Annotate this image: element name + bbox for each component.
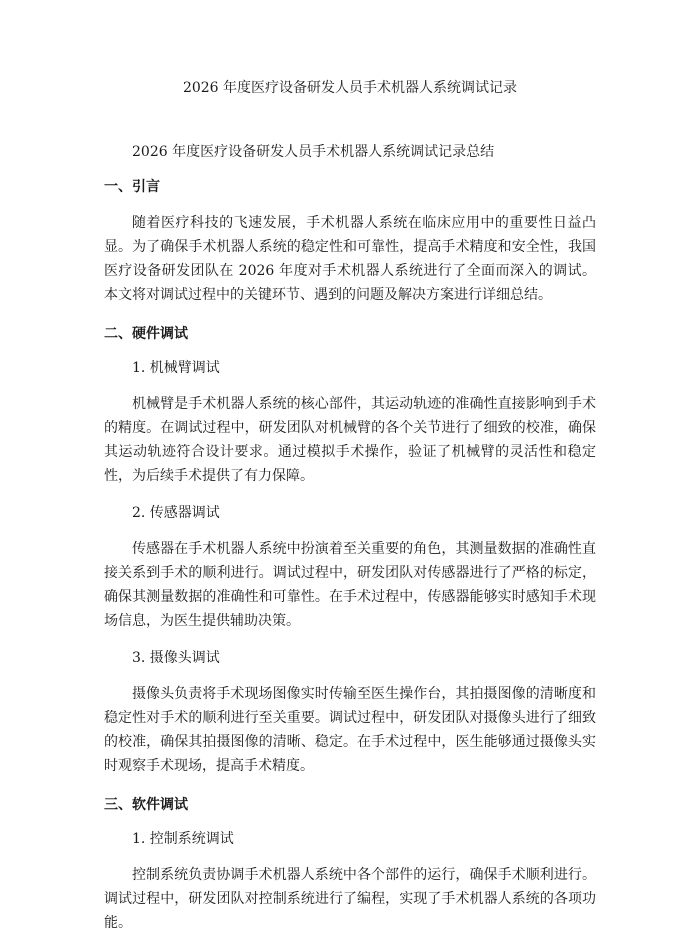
document-subtitle: 2026 年度医疗设备研发人员手术机器人系统调试记录总结: [132, 144, 495, 160]
section-heading-software: 三、软件调试: [104, 797, 188, 813]
subsection-paragraph-camera: 摄像头负责将手术现场图像实时传输至医生操作台，其拍摄图像的清晰度和稳定性对手术的顺利进行至关重要。调试过程中，研发团队对摄像头进行了细致的校准，确保其拍摄图像的清晰、稳定。在手术过程中，医生能够通过摄像头实时观察手术现场，提高手术精度。: [104, 686, 596, 774]
section-heading-introduction: 一、引言: [104, 179, 160, 195]
subsection-heading-control-system: 1. 控制系统调试: [132, 831, 234, 847]
subsection-heading-camera: 3. 摄像头调试: [132, 650, 220, 666]
subsection-heading-robotic-arm: 1. 机械臂调试: [132, 360, 220, 376]
document-title: 2026 年度医疗设备研发人员手术机器人系统调试记录: [182, 80, 518, 96]
subsection-heading-sensor: 2. 传感器调试: [132, 505, 220, 521]
subsection-paragraph-sensor: 传感器在手术机器人系统中扮演着至关重要的角色，其测量数据的准确性直接关系到手术的顺利进行。调试过程中，研发团队对传感器进行了严格的标定，确保其测量数据的准确性和可靠性。在手术过程中，传感器能够实时感知手术现场信息，为医生提供辅助决策。: [104, 541, 596, 629]
subsection-paragraph-control-system: 控制系统负责协调手术机器人系统中各个部件的运行，确保手术顺利进行。调试过程中，研发团队对控制系统进行了编程，实现了手术机器人系统的各项功能。: [104, 867, 596, 931]
section-heading-hardware: 二、硬件调试: [104, 326, 188, 342]
section-paragraph-introduction: 随着医疗科技的飞速发展，手术机器人系统在临床应用中的重要性日益凸显。为了确保手术机器人系统的稳定性和可靠性，提高手术精度和安全性，我国医疗设备研发团队在 2026 年度对手术机器人系统进行了全面而深入的调试。本文将对调试过程中的关键环节、遇到的问题及解决方案进行详细总结。: [104, 215, 596, 303]
subsection-paragraph-robotic-arm: 机械臂是手术机器人系统的核心部件，其运动轨迹的准确性直接影响到手术的精度。在调试过程中，研发团队对机械臂的各个关节进行了细致的校准，确保其运动轨迹符合设计要求。通过模拟手术操作，验证了机械臂的灵活性和稳定性，为后续手术提供了有力保障。: [104, 396, 596, 484]
